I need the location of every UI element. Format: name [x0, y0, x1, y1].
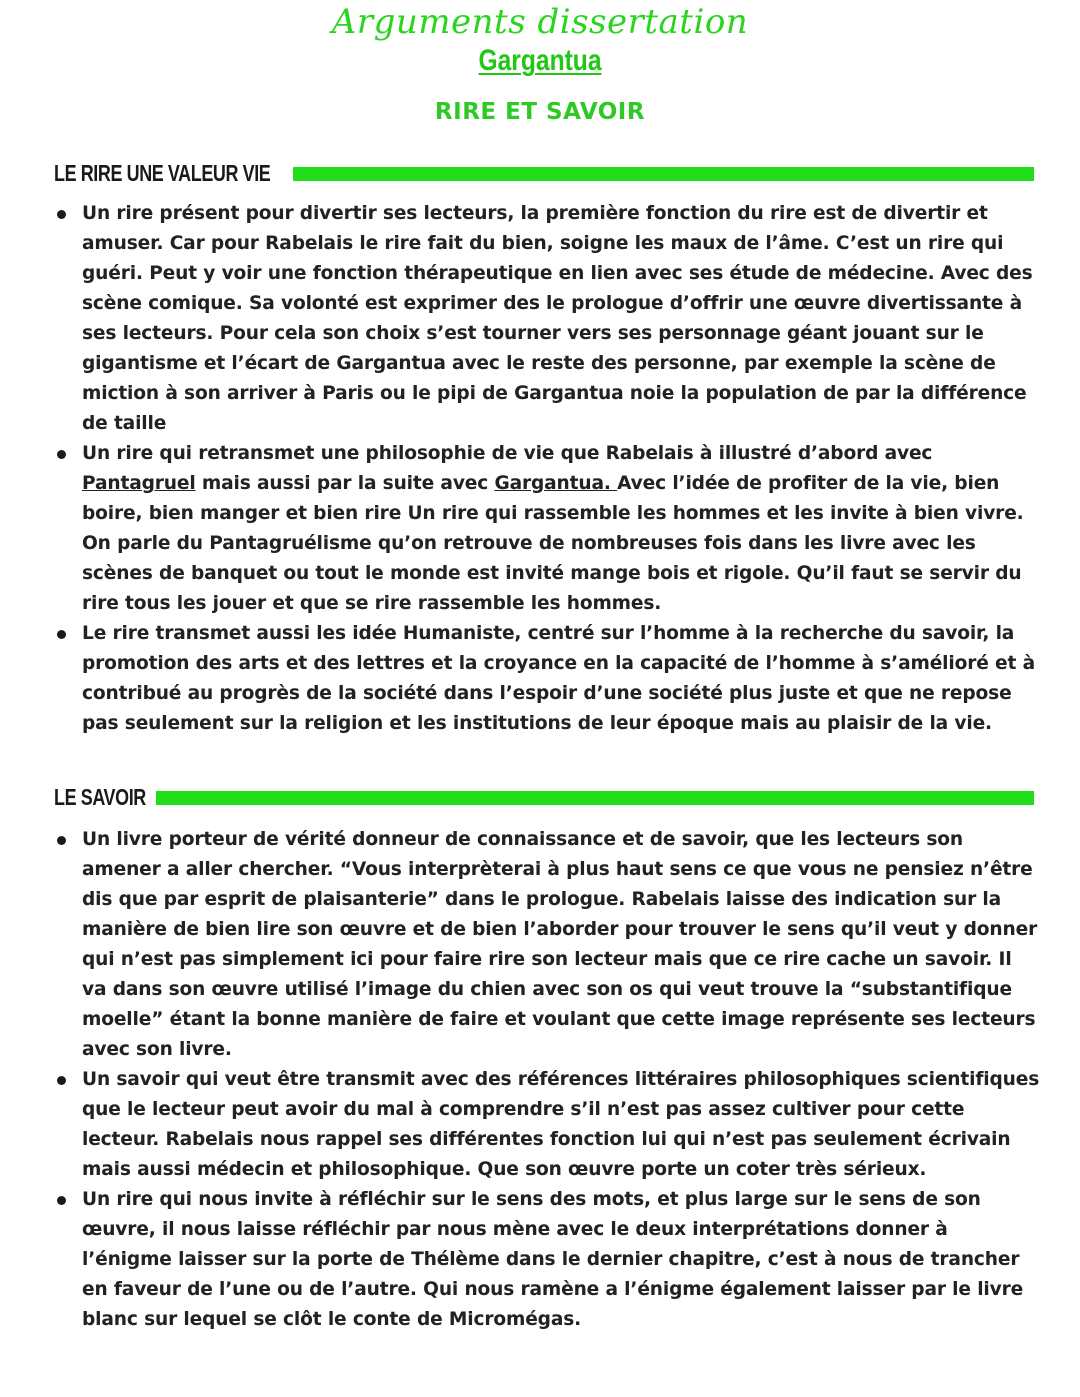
- list-item: Le rire transmet aussi les idée Humaniste, centré sur l’homme à la recherche du savoir, la promotion des arts et des lettres et la croyance en la capacité de l’homme à s’amélioré et à contribué au progrès de la société dans l’espoir d’une société plus juste et que ne repose pas seulement sur la religion et les institutions de leur époque mais au plaisir de la vie.: [82, 619, 1040, 739]
- list-item: Un rire présent pour divertir ses lecteurs, la première fonction du rire est de divertir et amuser. Car pour Rabelais le rire fait du bien, soigne les maux de l’âme. C’est un rire qui guéri. Peut y voir une fonction thérapeutique en lien avec ses étude de médecine. Avec des scène comique. Sa volonté est exprimer des le prologue d’offrir une œuvre divertissante à ses lecteurs. Pour cela son choix s’est tourner vers ses personnage géant jouant sur le gigantisme et l’écart de Gargantua avec le reste des personne, par exemple la scène de miction à son arriver à Paris ou le pipi de Gargantua noie la population de par la différence de taille: [82, 199, 1040, 439]
- theme-title: RIRE ET SAVOIR: [434, 99, 646, 125]
- list-item: Un savoir qui veut être transmit avec des références littéraires philosophiques scientifiques que le lecteur peut avoir du mal à comprendre s’il n’est pas assez cultiver pour cette lecteur. Rabelais nous rappel ses différentes fonction lui qui n’est pas seulement écrivain mais aussi médecin et philosophique. Que son œuvre porte un coter très sérieux.: [82, 1065, 1040, 1185]
- section-heading-rire: [54, 160, 1034, 187]
- list-item-text: mais aussi par la suite avec: [195, 473, 495, 494]
- section-divider-bar: [156, 791, 1034, 805]
- document-title: Arguments dissertation: [331, 2, 749, 42]
- list-item: Un livre porteur de vérité donneur de connaissance et de savoir, que les lecteurs son amener a aller chercher. “Vous interprèterai à plus haut sens ce que vous ne pensiez n’être dis que par esprit de plaisanterie” dans le prologue. Rabelais laisse des indication sur la manière de bien lire son œuvre et de bien l’aborder pour trouver le sens qu’il veut y donner qui n’est pas simplement ici pour faire rire son lecteur mais que ce rire cache un savoir. Il va dans son œuvre utilisé l’image du chien avec son os qui veut trouve la “substantifique moelle” étant la bonne manière de faire et voulant que cette image représente ses lecteurs avec son livre.: [82, 825, 1040, 1065]
- section-heading-label: LE SAVOIR: [54, 784, 146, 810]
- section-heading-label: LE RIRE UNE VALEUR VIE: [54, 160, 271, 186]
- list-item-text: Un rire qui retransmet une philosophie de vie que Rabelais à illustré d’abord avec: [82, 443, 933, 464]
- list-item: [82, 439, 1040, 619]
- section-divider-bar: [293, 167, 1034, 181]
- section-list-rire: [82, 199, 1040, 739]
- book-title-gargantua: Gargantua.: [494, 473, 618, 494]
- book-title-pantagruel: Pantagruel: [82, 473, 196, 494]
- list-item: Un rire qui nous invite à réfléchir sur le sens des mots, et plus large sur le sens de son œuvre, il nous laisse réfléchir par nous mène avec le deux interprétations donner à l’énigme laisser sur la porte de Thélème dans le dernier chapitre, c’est à nous de trancher en faveur de l’une ou de l’autre. Qui nous ramène a l’énigme également laisser par le livre blanc sur lequel se clôt le conte de Micromégas.: [82, 1185, 1040, 1335]
- section-list-savoir: [82, 825, 1040, 1335]
- section-heading-savoir: [54, 784, 1034, 811]
- work-title: Gargantua: [478, 44, 602, 77]
- list-item-text: Avec l’idée de profiter de la vie, bien boire, bien manger et bien rire Un rire qui rassemble les hommes et les invite à bien vivre. On parle du Pantagruélisme qu’on retrouve de nombreuses fois dans les livre avec les scènes de banquet ou tout le monde est invité mange bois et rigole. Qu’il faut se servir du rire tous les jouer et que se rire rassemble les hommes.: [82, 473, 1024, 614]
